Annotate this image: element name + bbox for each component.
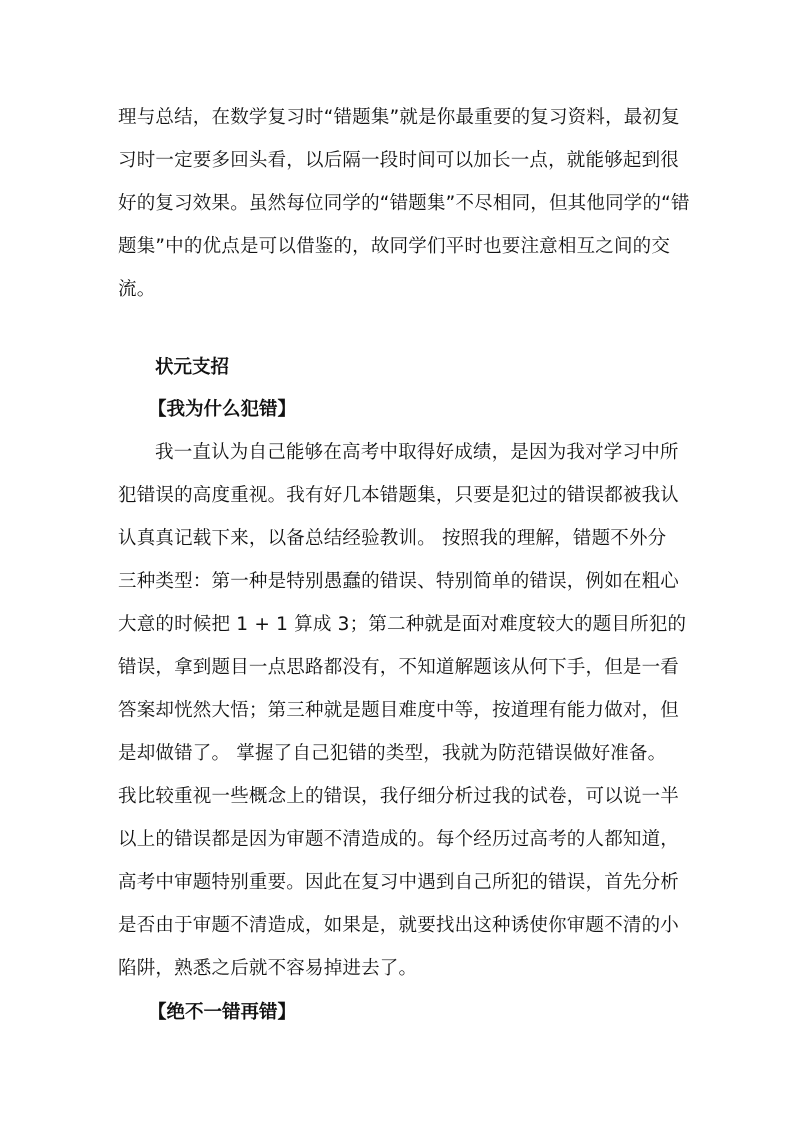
paragraph1-line-5: 流。 <box>118 279 156 300</box>
section-title: 状元支招 <box>155 357 230 378</box>
paragraph2-line-7: 答案却恍然大悟；第三种就是题目难度中等，按道理有能力做对，但 <box>118 700 680 721</box>
paragraph1-line-1: 理与总结，在数学复习时“错题集”就是你最重要的复习资料，最初复 <box>118 107 680 128</box>
paragraph2-line-2: 犯错误的高度重视。我有好几本错题集，只要是犯过的错误都被我认 <box>118 485 680 506</box>
paragraph2-line-5: 大意的时候把 1 + 1 算成 3；第二种就是面对难度较大的题目所犯的 <box>118 614 687 635</box>
paragraph2-line-3: 认真真记载下来，以备总结经验教训。 按照我的理解，错题不外分 <box>118 528 667 549</box>
paragraph2-line-6: 错误，拿到题目一点思路都没有，不知道解题该从何下手，但是一看 <box>118 657 680 678</box>
subsection-title-never-repeat: 【绝不一错再错】 <box>148 1002 297 1023</box>
paragraph2-line-13: 陷阱，熟悉之后就不容易掉进去了。 <box>118 958 418 979</box>
paragraph1-line-2: 习时一定要多回头看，以后隔一段时间可以加长一点，就能够起到很 <box>118 150 680 171</box>
paragraph2-line-11: 高考中审题特别重要。因此在复习中遇到自己所犯的错误，首先分析 <box>118 872 680 893</box>
paragraph2-line-8: 是却做错了。 掌握了自己犯错的类型，我就为防范错误做好准备。 <box>118 743 667 764</box>
subsection-title-why-mistakes: 【我为什么犯错】 <box>148 399 297 420</box>
paragraph2-line-9: 我比较重视一些概念上的错误，我仔细分析过我的试卷，可以说一半 <box>118 786 680 807</box>
paragraph2-line-4: 三种类型：第一种是特别愚蠢的错误、特别简单的错误，例如在粗心 <box>118 571 680 592</box>
paragraph1-line-3: 好的复习效果。虽然每位同学的“错题集”不尽相同，但其他同学的“错 <box>118 193 690 214</box>
paragraph2-line-12: 是否由于审题不清造成，如果是，就要找出这种诱使你审题不清的小 <box>118 915 680 936</box>
paragraph1-line-4: 题集”中的优点是可以借鉴的，故同学们平时也要注意相互之间的交 <box>118 236 671 257</box>
paragraph2-line-1: 我一直认为自己能够在高考中取得好成绩，是因为我对学习中所 <box>155 442 679 463</box>
paragraph2-line-10: 以上的错误都是因为审题不清造成的。每个经历过高考的人都知道， <box>118 829 680 850</box>
